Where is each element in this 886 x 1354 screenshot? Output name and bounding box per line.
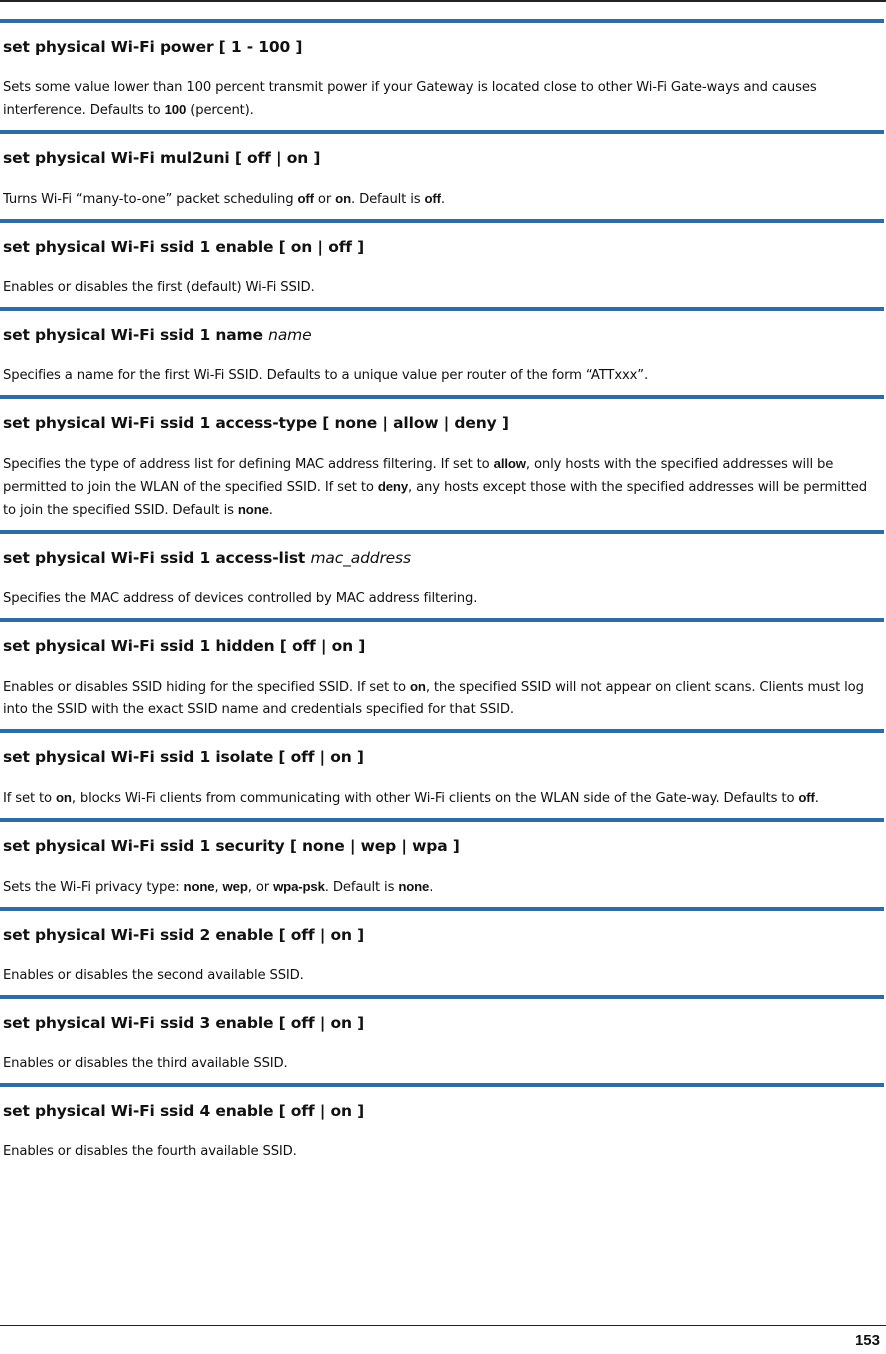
description-text: Enables or disables SSID hiding for the specified SSID. If set to	[3, 680, 411, 695]
command-entry	[0, 618, 884, 729]
description-text: Specifies the type of address list for defining MAC address filtering. If set to	[3, 457, 494, 472]
command-heading	[3, 325, 884, 345]
command-heading	[3, 1013, 884, 1033]
command-heading	[3, 413, 884, 433]
section-rule	[0, 219, 884, 223]
description-text: .	[429, 880, 434, 895]
command-syntax: set physical Wi-Fi ssid 1 enable [ on | off ]	[3, 238, 365, 256]
section-rule	[0, 995, 884, 999]
description-text: , blocks Wi-Fi clients from communicating with other Wi-Fi clients on the WLAN side of the Gate-way. Defaults to	[71, 791, 799, 806]
section-rule	[0, 307, 884, 311]
command-argument: mac_address	[310, 549, 411, 567]
command-heading	[3, 237, 884, 257]
command-heading	[3, 1101, 884, 1121]
description-text: .	[440, 192, 445, 207]
description-text: or	[313, 192, 336, 207]
keyword: 100	[164, 102, 187, 117]
command-description	[3, 277, 884, 307]
command-heading	[3, 925, 884, 945]
command-entry	[0, 907, 884, 995]
command-syntax: set physical Wi-Fi ssid 2 enable [ off | on ]	[3, 926, 365, 944]
command-description	[3, 453, 884, 530]
command-heading	[3, 636, 884, 656]
description-text: Sets the Wi-Fi privacy type:	[3, 880, 184, 895]
description-text: .	[268, 503, 273, 518]
command-heading	[3, 747, 884, 767]
command-description	[3, 787, 884, 818]
description-text: , or	[247, 880, 274, 895]
description-text: Turns Wi-Fi “many-to-one” packet scheduling	[3, 192, 298, 207]
command-heading	[3, 148, 884, 168]
command-description	[3, 588, 884, 618]
section-rule	[0, 19, 884, 23]
command-heading	[3, 548, 884, 568]
command-description	[3, 1053, 884, 1083]
command-description	[3, 965, 884, 995]
section-rule	[0, 395, 884, 399]
command-syntax: set physical Wi-Fi ssid 1 name	[3, 326, 269, 344]
command-list	[0, 19, 884, 1171]
section-rule	[0, 729, 884, 733]
command-argument: name	[268, 326, 312, 344]
command-heading	[3, 836, 884, 856]
section-rule	[0, 130, 884, 134]
command-heading	[3, 37, 884, 57]
description-text: . Default is	[324, 880, 399, 895]
description-text: Specifies the MAC address of devices controlled by MAC address filtering.	[3, 591, 478, 606]
top-rule	[0, 0, 886, 2]
description-text: Enables or disables the first (default) Wi-Fi SSID.	[3, 280, 315, 295]
section-rule	[0, 818, 884, 822]
page-number: 153	[854, 1332, 880, 1349]
command-syntax: set physical Wi-Fi ssid 1 access-type [ none | allow | deny ]	[3, 414, 509, 432]
keyword: allow	[493, 456, 526, 471]
command-entry	[0, 395, 884, 530]
command-syntax: set physical Wi-Fi ssid 1 security [ none | wep | wpa ]	[3, 837, 460, 855]
keyword: on	[335, 191, 351, 206]
command-description	[3, 77, 884, 130]
description-text: (percent).	[186, 103, 254, 118]
description-text: .	[814, 791, 819, 806]
command-syntax: set physical Wi-Fi ssid 3 enable [ off | on ]	[3, 1014, 365, 1032]
section-rule	[0, 530, 884, 534]
description-text: Sets some value lower than 100 percent transmit power if your Gateway is located close to other Wi-Fi Gate-ways and causes interference. Defaults to	[3, 80, 817, 118]
command-description	[3, 365, 884, 395]
section-rule	[0, 907, 884, 911]
command-entry	[0, 530, 884, 618]
command-description	[3, 188, 884, 219]
command-syntax: set physical Wi-Fi ssid 4 enable [ off | on ]	[3, 1102, 365, 1120]
keyword: none	[398, 879, 430, 894]
keyword: off	[424, 191, 441, 206]
keyword: wep	[222, 879, 248, 894]
command-entry	[0, 307, 884, 395]
command-syntax: set physical Wi-Fi power [ 1 - 100 ]	[3, 38, 303, 56]
description-text: , any hosts except those with the specified addresses will be permitted to join the specified SSID. Default is	[3, 480, 867, 518]
keyword: deny	[377, 479, 409, 494]
command-syntax: set physical Wi-Fi ssid 1 hidden [ off | on ]	[3, 637, 366, 655]
description-text: ,	[214, 880, 223, 895]
keyword: on	[56, 790, 72, 805]
description-text: Specifies a name for the first Wi-Fi SSID. Defaults to a unique value per router of the form “ATTxxx”.	[3, 368, 649, 383]
keyword: none	[183, 879, 215, 894]
description-text: Enables or disables the fourth available SSID.	[3, 1144, 297, 1159]
description-text: , the specified SSID will not appear on client scans. Clients must log into the SSID with the exact SSID name and credentials specified for that SSID.	[3, 680, 864, 717]
command-entry	[0, 995, 884, 1083]
command-description	[3, 876, 884, 907]
section-rule	[0, 618, 884, 622]
command-entry	[0, 729, 884, 818]
command-syntax: set physical Wi-Fi mul2uni [ off | on ]	[3, 149, 321, 167]
command-entry	[0, 130, 884, 219]
command-entry	[0, 219, 884, 307]
section-rule	[0, 1083, 884, 1087]
keyword: wpa-psk	[273, 879, 325, 894]
description-text: Enables or disables the second available SSID.	[3, 968, 304, 983]
keyword: off	[798, 790, 815, 805]
description-text: Enables or disables the third available SSID.	[3, 1056, 288, 1071]
command-syntax: set physical Wi-Fi ssid 1 isolate [ off | on ]	[3, 748, 364, 766]
description-text: . Default is	[350, 192, 425, 207]
command-entry	[0, 19, 884, 130]
footer-rule	[0, 1325, 886, 1326]
command-description	[3, 676, 884, 729]
command-entry	[0, 1083, 884, 1171]
keyword: off	[297, 191, 314, 206]
description-text: , only hosts with the specified addresses will be permitted to join the WLAN of the specified SSID. If set to	[3, 457, 834, 495]
keyword: none	[237, 502, 269, 517]
keyword: on	[410, 679, 426, 694]
command-entry	[0, 818, 884, 907]
description-text: If set to	[3, 791, 57, 806]
command-description	[3, 1141, 884, 1171]
command-syntax: set physical Wi-Fi ssid 1 access-list	[3, 549, 311, 567]
